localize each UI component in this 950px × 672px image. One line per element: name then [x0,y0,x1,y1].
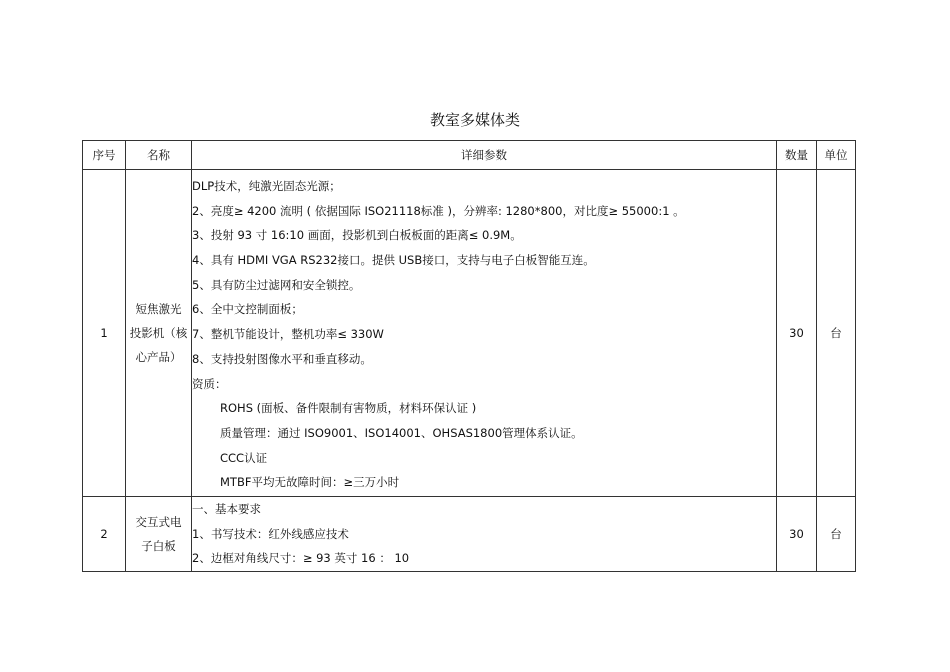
qualification-line: 质量管理：通过 ISO9001、ISO14001、OHSAS1800管理体系认证。 [220,425,583,440]
row-index: 2 [83,497,126,572]
header-quantity: 数量 [777,141,817,170]
header-detail: 详细参数 [192,141,777,170]
row-name [126,497,192,572]
row-name-line: 子白板 [141,539,176,554]
row-detail [192,170,777,497]
qualification-line: CCC认证 [220,450,268,465]
detail-line: 2、边框对角线尺寸：≥ 93 英寸 16 ： 10 [192,551,410,566]
detail-line: 5、具有防尘过滤网和安全锁控。 [192,277,361,292]
detail-line: DLP技术，纯激光固态光源； [192,179,341,193]
table-row [83,170,856,497]
detail-line: 资质： [192,376,227,391]
row-detail [192,497,777,572]
row-unit: 台 [817,170,856,497]
detail-line: 3、投射 93 寸 16:10 画面，投影机到白板板面的距离≤ 0.9M。 [192,228,522,243]
spec-table [82,140,856,572]
header-unit: 单位 [817,141,856,170]
detail-line: 8、支持投射图像水平和垂直移动。 [192,351,372,366]
qualification-line: ROHS (面板、备件限制有害物质，材料环保认证 ) [220,401,477,416]
row-name [126,170,192,497]
table-header-row [83,141,856,170]
row-quantity: 30 [777,497,817,572]
row-name-line: 短焦激光 [135,302,182,316]
table-row [83,497,856,572]
row-index: 1 [83,170,126,497]
detail-line: 2、亮度≥ 4200 流明 ( 依据国际 ISO21118标准 )，分辨率: 1280*800，对比度≥ 55000:1 。 [192,203,685,218]
document-title: 教室多媒体类 [429,111,520,129]
header-index: 序号 [83,141,126,170]
detail-line: 6、全中文控制面板； [192,302,303,317]
row-unit: 台 [817,497,856,572]
row-quantity: 30 [777,170,817,497]
detail-line: 7、整机节能设计，整机功率≤ 330W [192,327,384,342]
detail-line: 一、基本要求 [192,502,261,516]
row-name-line: 交互式电 [135,515,182,530]
qualification-line: MTBF平均无故障时间：≥三万小时 [220,475,400,490]
row-name-line: 心产品） [135,350,182,364]
detail-line: 1、书写技术：红外线感应技术 [192,526,349,541]
row-name-line: 投影机（核 [129,326,188,340]
detail-line: 4、具有 HDMI VGA RS232接口。提供 USB接口，支持与电子白板智能互连。 [192,253,595,268]
header-name: 名称 [126,141,192,170]
